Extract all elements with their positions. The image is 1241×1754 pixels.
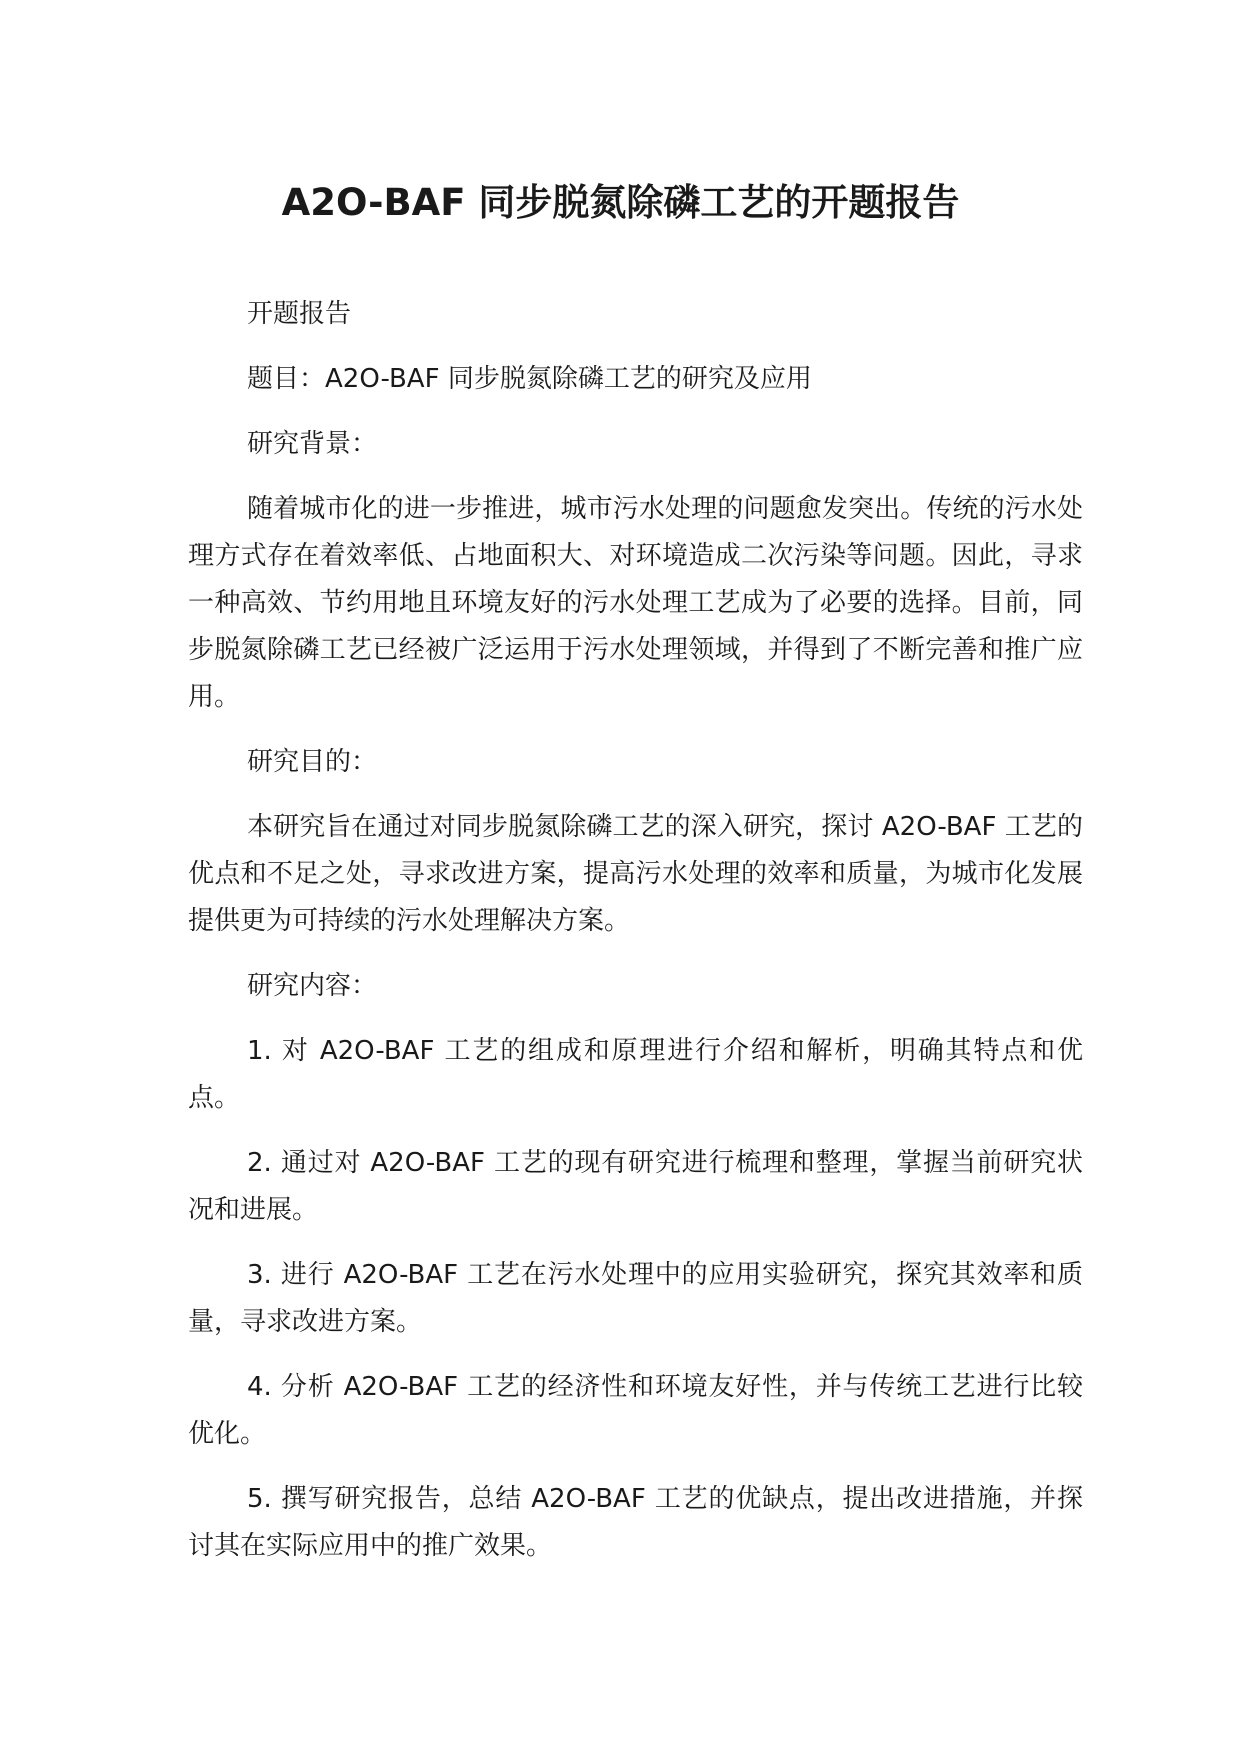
purpose-paragraph: 本研究旨在通过对同步脱氮除磷工艺的深入研究，探讨 A2O-BAF 工艺的优点和不足之处，寻求改进方案，提高污水处理的效率和质量，为城市化发展提供更为可持续的污水处理解决方案。	[188, 812, 1083, 936]
document-body	[188, 291, 1083, 1588]
topic-line: 题目：A2O-BAF 同步脱氮除磷工艺的研究及应用	[247, 364, 812, 394]
content-item-2: 2. 通过对 A2O-BAF 工艺的现有研究进行梳理和整理，掌握当前研究状况和进展。	[188, 1148, 1083, 1225]
document-title: A2O-BAF 同步脱氮除磷工艺的开题报告	[281, 181, 960, 224]
background-paragraph: 随着城市化的进一步推进，城市污水处理的问题愈发突出。传统的污水处理方式存在着效率低、占地面积大、对环境造成二次污染等问题。因此，寻求一种高效、节约用地且环境友好的污水处理工艺成为了必要的选择。目前，同步脱氮除磷工艺已经被广泛运用于污水处理领域，并得到了不断完善和推广应用。	[188, 494, 1083, 712]
background-heading: 研究背景：	[247, 429, 378, 459]
content-item-4: 4. 分析 A2O-BAF 工艺的经济性和环境友好性，并与传统工艺进行比较优化。	[188, 1372, 1083, 1449]
content-item-5: 5. 撰写研究报告，总结 A2O-BAF 工艺的优缺点，提出改进措施，并探讨其在实际应用中的推广效果。	[188, 1484, 1083, 1561]
content-item-3: 3. 进行 A2O-BAF 工艺在污水处理中的应用实验研究，探究其效率和质量，寻求改进方案。	[188, 1260, 1083, 1337]
purpose-heading: 研究目的：	[247, 747, 378, 777]
content-item-1: 1. 对 A2O-BAF 工艺的组成和原理进行介绍和解析，明确其特点和优点。	[188, 1036, 1083, 1113]
content-heading: 研究内容：	[247, 971, 378, 1001]
report-heading: 开题报告	[247, 299, 352, 329]
